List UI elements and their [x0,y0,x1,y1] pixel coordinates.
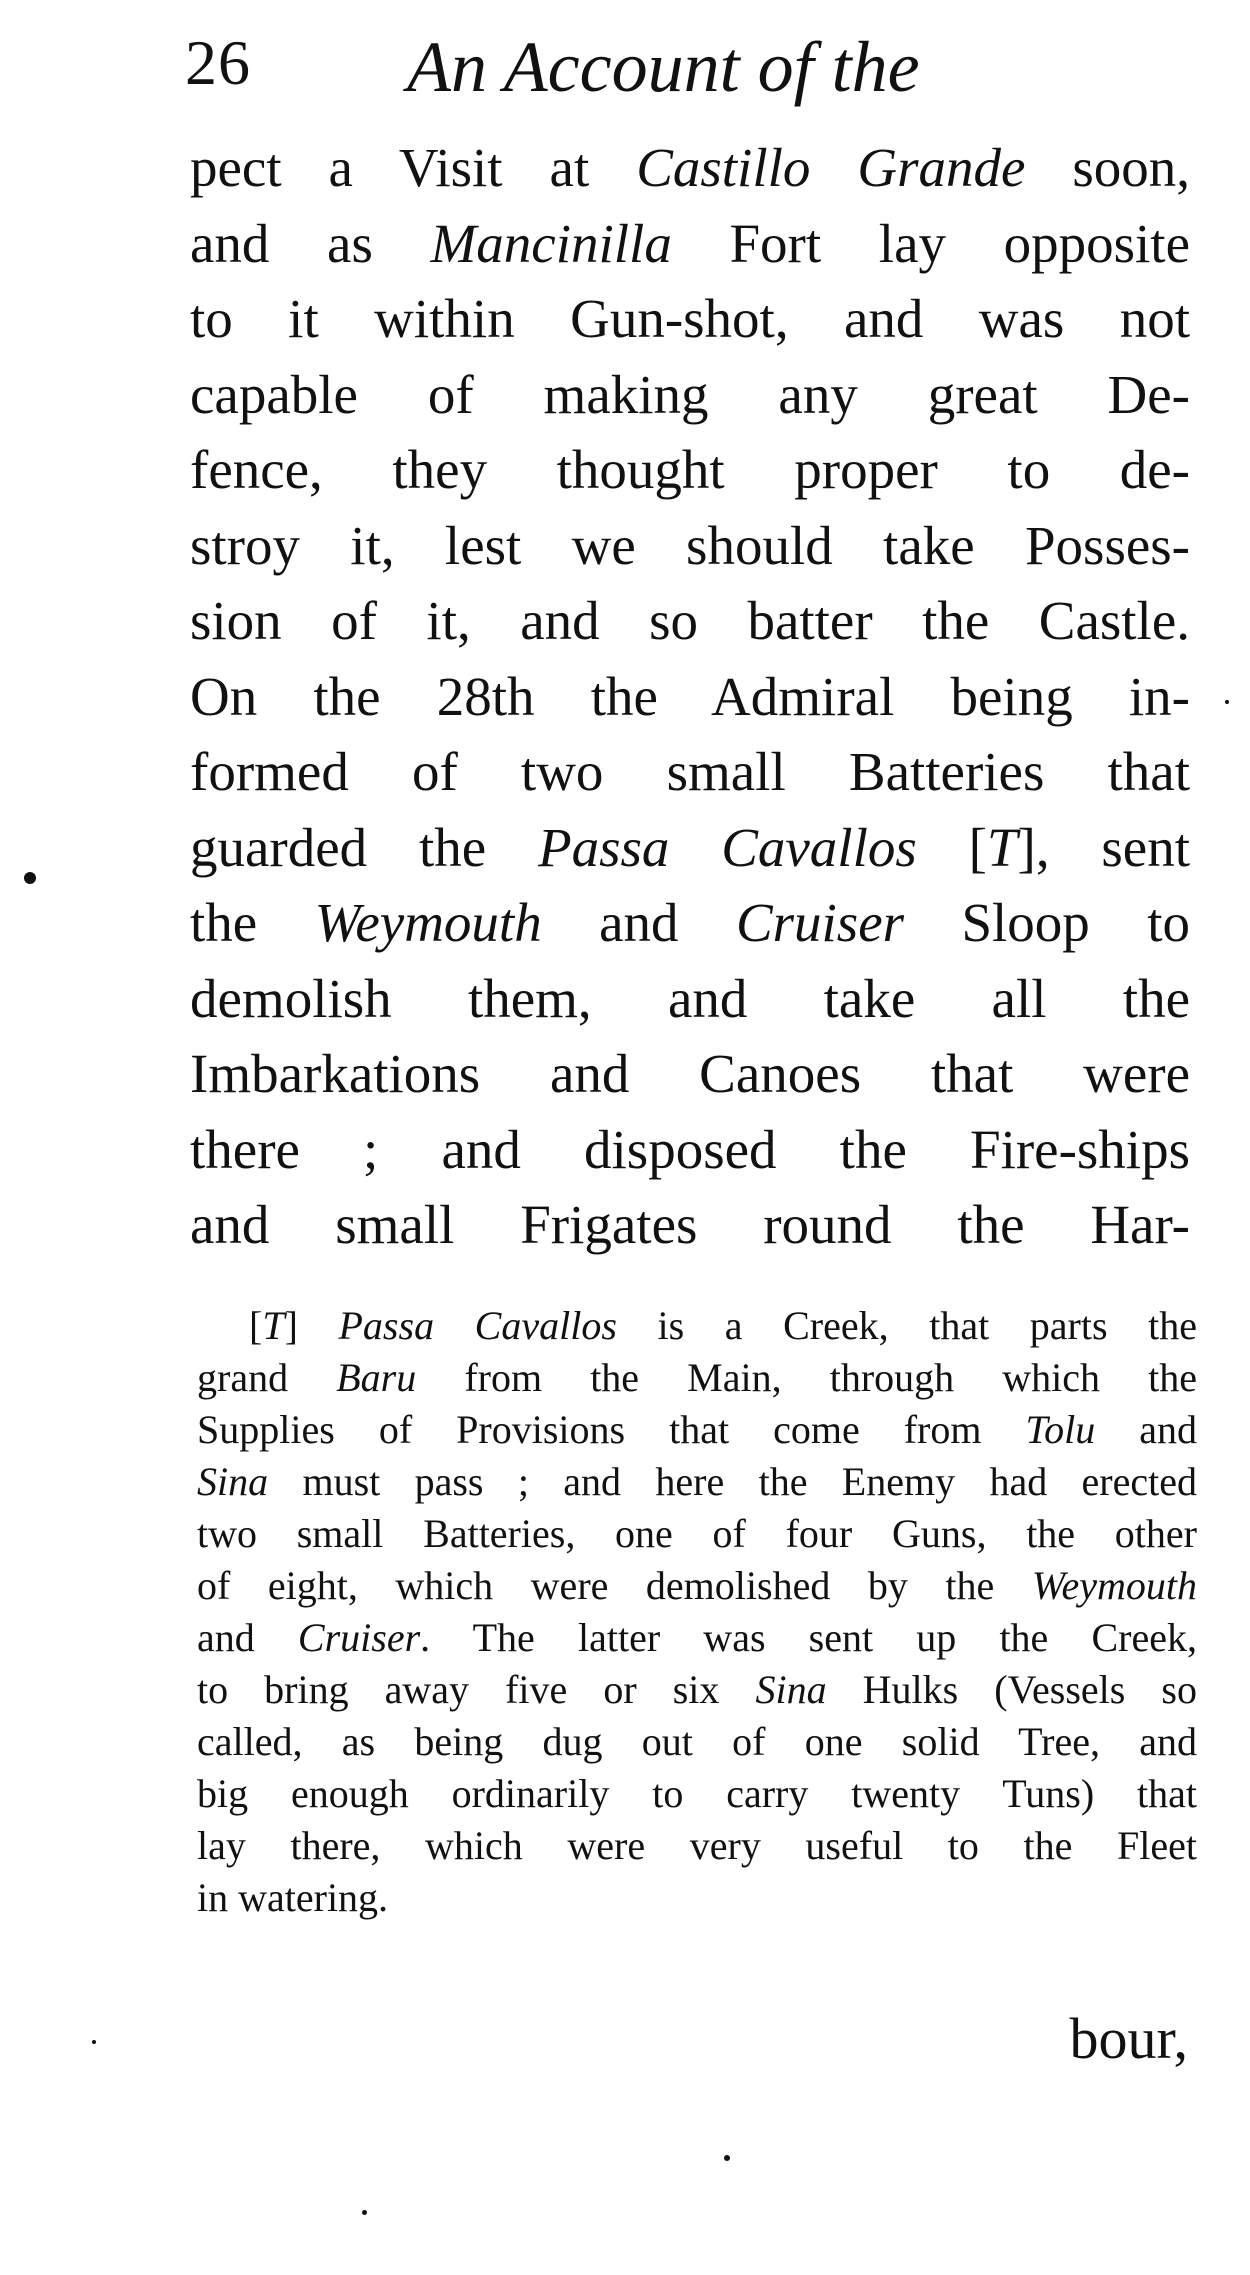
text-run: and as [190,212,431,274]
text-run: Supplies of Provisions that come from [197,1407,1026,1452]
scan-speck [724,2155,730,2161]
footnote-line [197,1508,1197,1560]
text-run: stroy it, lest we should take Posses- [190,514,1190,576]
italic-text: Sina [197,1459,269,1504]
text-run: ], sent [1017,816,1190,878]
text-run: sion of it, and so batter the Castle. [190,590,1190,651]
running-head: An Account of the [407,27,920,107]
body-line [190,508,1190,584]
text-run: the [190,892,315,953]
text-run: capable of making any great De- [190,363,1190,425]
catchword: bour, [1069,2006,1188,2071]
body-line [190,734,1190,810]
text-run: . The latter was sent up the Creek, [420,1615,1197,1660]
body-line [190,1187,1190,1263]
footnote-line [197,1560,1197,1612]
body-line [190,810,1190,886]
italic-text: Baru [336,1355,417,1400]
italic-text: Tolu [1025,1407,1096,1452]
body-line [190,961,1190,1037]
page-number: 26 [185,27,251,98]
body-line [190,885,1190,961]
text-run: must pass ; and here the Enemy had erected [268,1459,1197,1504]
scan-speck [92,2040,96,2044]
body-line [190,1112,1190,1188]
body-line [190,130,1190,206]
text-run: Hulks (Vessels so [826,1667,1197,1712]
text-run: On the 28th the Admiral being in- [190,665,1190,727]
footnote-line [197,1612,1197,1664]
footnote [197,1300,1197,1924]
text-run: ] [284,1303,339,1348]
scan-speck [362,2210,367,2215]
text-run: is a Creek, that parts the [616,1303,1197,1348]
text-run: to it within Gun-shot, and was not [190,288,1190,349]
italic-text: Mancinilla [430,212,672,274]
footnote-line [197,1820,1197,1872]
italic-text: Castillo Grande [636,137,1026,198]
text-run: and [541,892,736,953]
text-run: Imbarkations and Canoes that were [190,1043,1190,1104]
italic-text: Weymouth [1031,1563,1197,1608]
text-run: from the Main, through which the [416,1355,1197,1400]
body-line [190,357,1190,433]
scan-speck [24,872,36,884]
body-line [190,1036,1190,1112]
body-line [190,281,1190,357]
text-run: Fort lay opposite [671,212,1190,274]
body-line [190,432,1190,508]
italic-text: Weymouth [314,892,542,953]
text-run: [ [916,816,987,878]
italic-text: Cruiser [297,1615,421,1660]
body-line [190,206,1190,282]
italic-text: Passa Cavallos [537,816,917,878]
footnote-line [197,1352,1197,1404]
footnote-line [197,1716,1197,1768]
body-line [190,583,1190,659]
text-run: there ; and disposed the Fire-ships [190,1118,1190,1180]
footnote-line [197,1404,1197,1456]
footnote-line [197,1300,1197,1352]
text-run: grand [197,1355,337,1400]
text-run: two small Batteries, one of four Guns, the other [197,1511,1197,1556]
italic-text: T [262,1303,285,1348]
text-run: soon, [1025,137,1190,198]
footnote-line [197,1664,1197,1716]
text-run: of eight, which were demolished by the [197,1563,1032,1608]
text-run: and [1095,1407,1197,1452]
text-run: in watering. [197,1875,389,1920]
text-run: demolish them, and take all the [190,967,1190,1029]
text-run: and [197,1615,298,1660]
text-run: fence, they thought proper to de- [190,439,1190,500]
body-line [190,659,1190,735]
italic-text: Cruiser [735,892,905,953]
footnote-line [197,1872,1197,1924]
scan-speck [1225,700,1229,704]
footnote-line [197,1768,1197,1820]
text-run: formed of two small Batteries that [190,741,1190,802]
footnote-line [197,1456,1197,1508]
text-run: guarded the [190,816,538,878]
italic-text: Passa Cavallos [338,1303,617,1348]
italic-text: T [986,816,1018,878]
page-header [185,18,1205,118]
body-text [190,130,1190,1263]
text-run: [ [249,1303,263,1348]
text-run: and small Frigates round the Har- [190,1194,1190,1255]
text-run: to bring away five or six [197,1667,756,1712]
italic-text: Sina [755,1667,827,1712]
text-run: pect a Visit at [190,137,637,198]
text-run: big enough ordinarily to carry twenty Tuns) that [197,1771,1197,1816]
text-run: Sloop to [904,892,1190,953]
text-run: lay there, which were very useful to the Fleet [197,1823,1197,1868]
text-run: called, as being dug out of one solid Tree, and [197,1719,1197,1764]
